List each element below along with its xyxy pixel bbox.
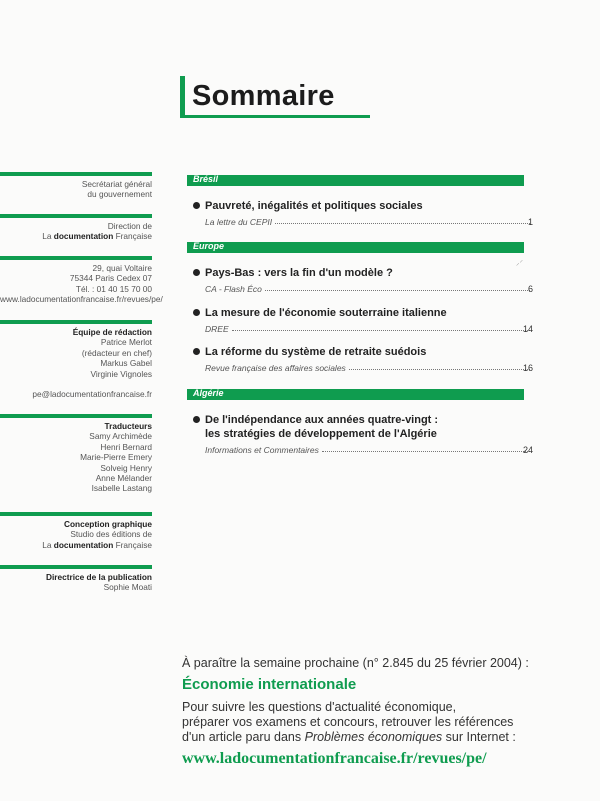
credits-line: Patrice Merlot <box>100 337 152 348</box>
leader-dots <box>232 330 530 331</box>
credits-divider <box>0 172 152 176</box>
credits-line: Sophie Moati <box>103 582 152 593</box>
bullet-icon <box>193 416 200 423</box>
article-title-line: Pauvreté, inégalités et politiques sociales <box>205 200 423 212</box>
bullet-icon <box>193 269 200 276</box>
credits-line: Henri Bernard <box>100 441 152 452</box>
leader-dots <box>322 451 530 452</box>
article-title <box>193 413 530 441</box>
credits-line: Secrétariat général <box>81 179 152 189</box>
article-source-row <box>193 361 533 373</box>
section-bar <box>187 175 524 186</box>
section-bar <box>187 242 524 253</box>
section-header <box>187 389 524 400</box>
article-title-line: les stratégies de développement de l'Algérie <box>205 428 437 440</box>
website-link[interactable]: www.ladocumentationfrancaise.fr/revues/pe/ <box>182 750 487 767</box>
credits-line: (rédacteur en chef) <box>81 347 152 358</box>
page-number: 24 <box>522 445 533 455</box>
description-line: Pour suivre les questions d'actualité économique, <box>182 700 457 714</box>
next-issue-notice: À paraître la semaine prochaine (n° 2.845 du 25 février 2004) : <box>182 656 529 670</box>
bullet-icon <box>193 348 200 355</box>
article-title <box>193 199 530 213</box>
credits-line: 29, quai Voltaire <box>92 263 152 273</box>
credits-line: Virginie Vignoles <box>90 368 152 379</box>
credits-line: Solveig Henry <box>100 462 152 473</box>
article-source: DREE <box>205 324 232 334</box>
article-source-row <box>193 322 533 334</box>
page-number: 1 <box>527 217 533 227</box>
article-title-line: La réforme du système de retraite suédois <box>205 346 427 358</box>
article-title <box>193 306 530 320</box>
article-title-line: Pays-Bas : vers la fin d'un modèle ? <box>205 267 393 279</box>
next-issue-title: Économie internationale <box>182 676 357 693</box>
credits-block <box>0 512 152 550</box>
credits-line: www.ladocumentationfrancaise.fr/revues/pe/ <box>0 294 163 305</box>
credits-line: Studio des éditions de <box>70 529 152 540</box>
credits-line <box>0 379 152 389</box>
article-source: Informations et Commentaires <box>205 445 322 455</box>
title-underline <box>180 115 370 118</box>
article-title-line: De l'indépendance aux années quatre-vingt : <box>205 414 439 426</box>
contents-entry[interactable] <box>193 199 533 227</box>
article-source: La lettre du CEPII <box>205 217 275 227</box>
credits-block <box>0 256 163 305</box>
section-bar <box>187 389 524 400</box>
credits-block <box>0 565 152 593</box>
credits-block <box>0 414 152 494</box>
contents-entry[interactable] <box>193 345 533 373</box>
next-issue-announcement <box>182 656 582 766</box>
credits-line: La documentation Française <box>42 231 152 242</box>
credits-line: du gouvernement <box>87 189 152 200</box>
contents-entry[interactable] <box>193 413 533 455</box>
credits-block <box>0 320 152 400</box>
article-title <box>193 345 530 359</box>
credits-line: Direction de <box>107 221 152 231</box>
bullet-icon <box>193 309 200 316</box>
leader-dots <box>275 223 530 224</box>
leader-dots <box>349 369 530 370</box>
page-number: 14 <box>522 324 533 334</box>
credits-divider <box>0 414 152 418</box>
credits-line: Samy Archimède <box>89 431 152 442</box>
contents-entry[interactable] <box>193 266 533 294</box>
article-source-row <box>193 443 533 455</box>
credits-heading: Traducteurs <box>104 421 152 431</box>
section-label: Europe <box>193 241 225 251</box>
page-number: 16 <box>522 363 533 373</box>
credits-line: 75344 Paris Cedex 07 <box>69 273 152 284</box>
title-accent-bar <box>180 76 185 118</box>
page-number: 6 <box>527 284 533 294</box>
page-title: Sommaire <box>192 80 335 112</box>
contents-entry[interactable] <box>193 306 533 334</box>
description-line <box>182 730 582 745</box>
credits-line: pe@ladocumentationfrancaise.fr <box>32 389 152 400</box>
credits-divider <box>0 214 152 218</box>
credits-block <box>0 214 152 242</box>
section-label: Algérie <box>193 388 224 398</box>
section-label: Brésil <box>193 174 219 184</box>
credits-divider <box>0 256 152 260</box>
article-source-row <box>193 282 533 294</box>
section-header <box>187 175 524 186</box>
description-text: sur Internet : <box>442 730 516 744</box>
description-line: préparer vos examens et concours, retrouver les références <box>182 715 514 729</box>
credits-heading: Directrice de la publication <box>45 572 152 582</box>
article-source: CA - Flash Éco <box>205 284 265 294</box>
credits-divider <box>0 320 152 324</box>
credits-heading: Équipe de rédaction <box>72 327 152 337</box>
credits-line: La documentation Française <box>42 539 152 550</box>
credits-line: Isabelle Lastang <box>91 483 152 494</box>
pen-mark: ⸝⸍ <box>516 260 523 267</box>
article-source-row <box>193 215 533 227</box>
online-description <box>182 700 582 745</box>
credits-line: Anne Mélander <box>95 473 152 484</box>
section-header <box>187 242 524 253</box>
bullet-icon <box>193 202 200 209</box>
credits-block <box>0 172 152 200</box>
article-title <box>193 266 530 280</box>
credits-heading: Conception graphique <box>63 519 152 529</box>
credits-divider <box>0 565 152 569</box>
article-source: Revue française des affaires sociales <box>205 363 349 373</box>
credits-line: Markus Gabel <box>100 358 152 369</box>
description-text: d'un article paru dans <box>182 730 305 744</box>
credits-line: Tél. : 01 40 15 70 00 <box>75 283 152 294</box>
article-title-line: La mesure de l'économie souterraine italienne <box>205 307 447 319</box>
credits-line: Marie-Pierre Emery <box>80 452 152 463</box>
magazine-name: Problèmes économiques <box>304 730 443 744</box>
leader-dots <box>265 290 530 291</box>
credits-divider <box>0 512 152 516</box>
